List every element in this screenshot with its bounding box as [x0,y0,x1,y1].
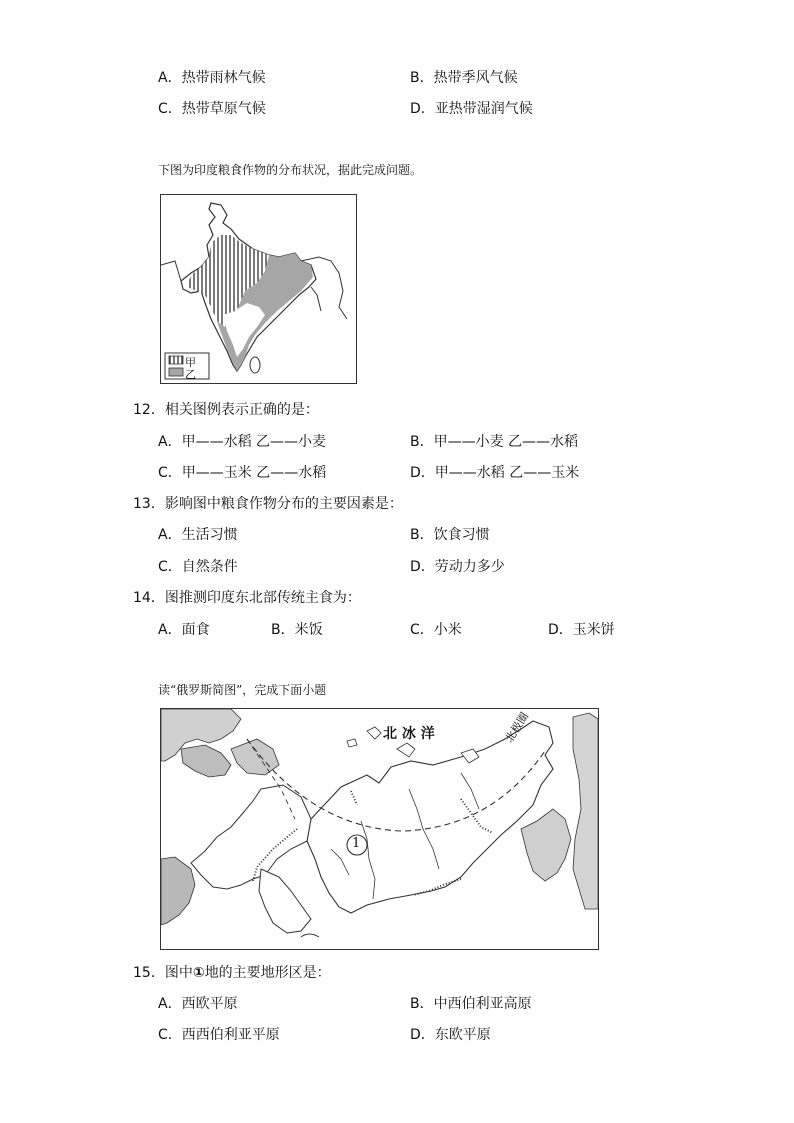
option-b: B．热带季风气候 [410,70,518,86]
question-number: 14． [133,590,165,606]
q15-option-b: B．中西伯利亚高原 [410,996,532,1012]
q15-option-a: A．西欧平原 [158,996,238,1012]
q12-option-b: B．甲——小麦 乙——水稻 [410,434,579,450]
q14-option-a: A．面食 [158,622,210,638]
question-stem: 相关图例表示正确的是： [164,402,319,418]
india-crop-map [160,194,357,384]
question-number: 15． [133,965,165,981]
russia-intro: 读“俄罗斯简图”，完成下面小题 [158,683,327,697]
india-intro: 下图为印度粮食作物的分布状况，据此完成问题。 [158,163,423,177]
q13-option-c: C．自然条件 [158,559,238,575]
q13-option-b: B．饮食习惯 [410,527,490,543]
question-stem: 影响图中粮食作物分布的主要因素是： [164,496,403,512]
q12-option-c: C．甲——玉米 乙——水稻 [158,465,327,481]
ocean-label: 北 冰 洋 [383,726,435,742]
option-c: C．热带草原气候 [158,101,266,117]
legend-label-jia: 甲 [185,356,196,369]
option-a: A．热带雨林气候 [158,70,266,86]
arctic-circle-label: 北极圈 [502,710,532,745]
region-marker: 1 [352,836,361,851]
q14-option-d: D．玉米饼 [548,622,615,638]
question-number: 12． [133,402,165,418]
russia-map [160,708,599,950]
q14-option-b: B．米饭 [271,622,323,638]
region-marker-inline: ① [192,965,205,981]
question-14 [133,587,361,607]
question-stem-suffix: 地的主要地形区是： [204,965,331,981]
q13-option-d: D．劳动力多少 [410,559,505,575]
question-13 [133,493,403,513]
q12-option-d: D．甲——水稻 乙——玉米 [410,465,580,481]
question-15 [133,962,331,982]
question-number: 13． [133,496,165,512]
question-12 [133,399,319,419]
q13-option-a: A．生活习惯 [158,527,238,543]
q14-option-c: C．小米 [410,622,462,638]
option-d: D．亚热带湿润气候 [410,101,533,117]
q15-option-c: C．西西伯利亚平原 [158,1027,280,1043]
q15-option-d: D．东欧平原 [410,1027,491,1043]
question-stem-prefix: 图中 [164,965,193,981]
question-stem: 图推测印度东北部传统主食为： [164,590,361,606]
legend-label-yi: 乙 [185,368,196,381]
q12-option-a: A．甲——水稻 乙——小麦 [158,434,327,450]
